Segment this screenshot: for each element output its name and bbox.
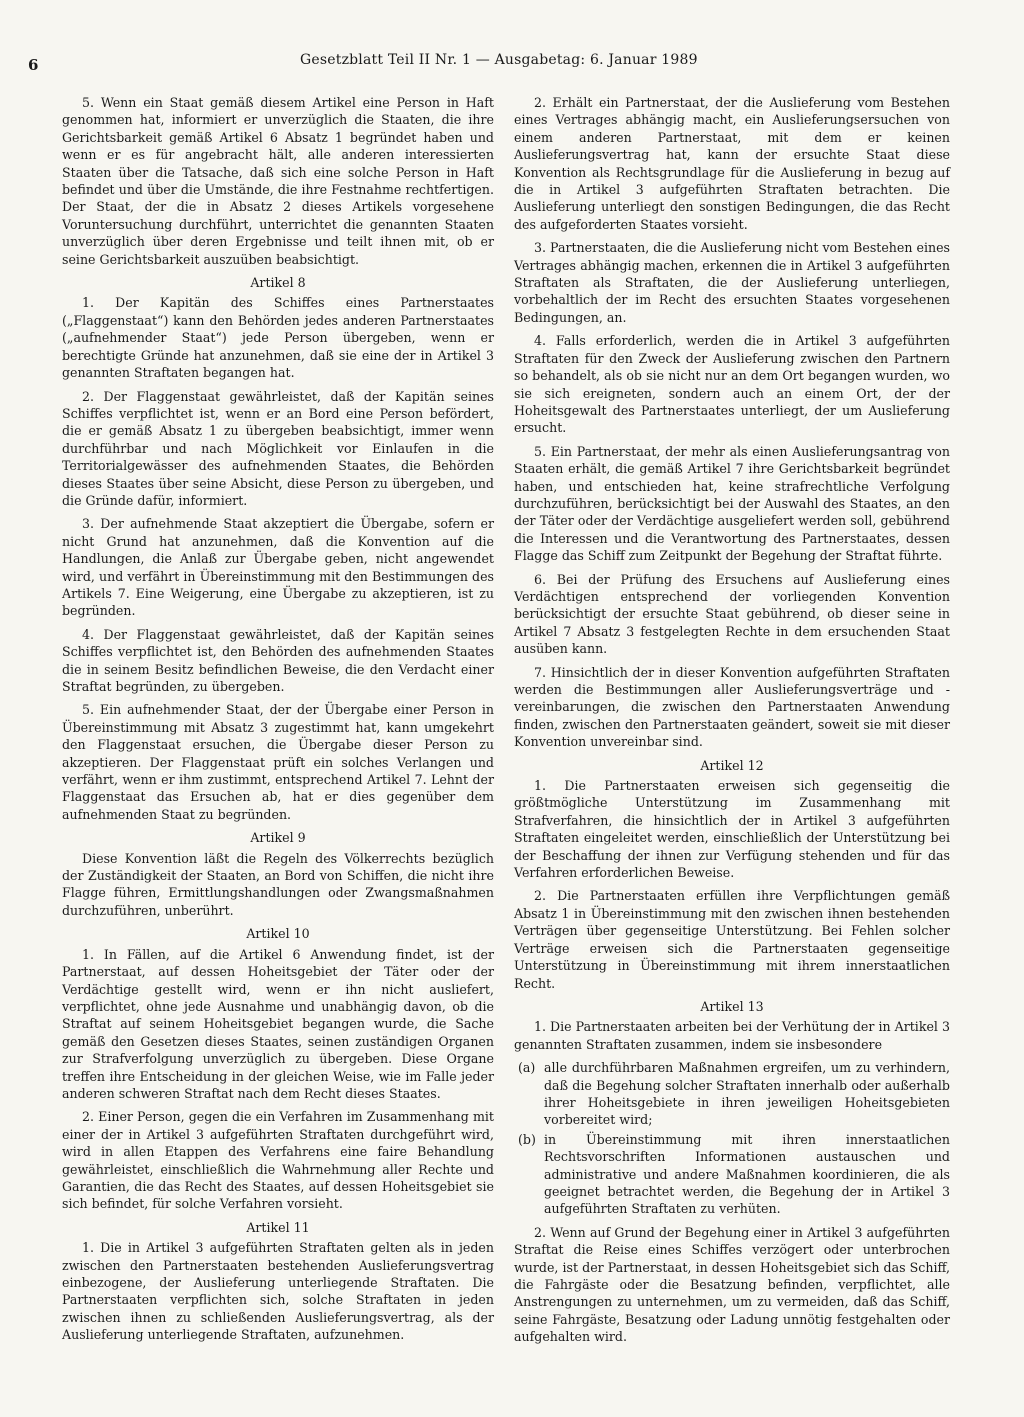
paragraph: 4. Falls erforderlich, werden die in Artikel 3 aufgeführten Straftaten für den Zweck der Auslieferung zwischen den Partnern so behandelt, als ob sie nicht nur an dem Ort begangen wurden, wo sie sich ereigneten, sondern auch an einem Ort, der der Hoheitsgewalt des Partnerstaates unterliegt, der um Auslieferung ersucht. [514, 333, 950, 436]
paragraph: 3. Partnerstaaten, die die Auslieferung nicht vom Bestehen eines Vertrages abhängig machen, erkennen die in Artikel 3 aufgeführten Straftaten als Straftaten, die der Auslieferung unterliegen, vorbehaltlich der im Recht des ersuchten Staates vorgesehenen Bedingungen, an. [514, 240, 950, 325]
paragraph: 2. Einer Person, gegen die ein Verfahren im Zusammenhang mit einer der in Artikel 3 aufgeführten Straftaten durchgeführt wird, wird in allen Etappen des Verfahrens eine faire Behandlung gewährleistet, einschließlich die Wahrnehmung aller Rechte und Garantien, die das Recht des Staates, auf dessen Hoheitsgebiet sie sich befindet, für solche Verfahren vorsieht. [62, 1109, 494, 1212]
paragraph: 2. Wenn auf Grund der Begehung einer in Artikel 3 aufgeführten Straftat die Reise eines Schiffes verzögert oder unterbrochen wurde, ist der Partnerstaat, in dessen Hoheitsgebiet sich das Schiff, die Fahrgäste oder die Besatzung befinden, verpflichtet, alle Anstrengungen zu unternehmen, um zu vermeiden, daß das Schiff, seine Fahrgäste, Besatzung oder Ladung unnötig festgehalten oder aufgehalten wird. [514, 1224, 950, 1345]
list-marker: (b) [518, 1131, 536, 1147]
paragraph: 5. Ein Partnerstaat, der mehr als einen Auslieferungsantrag von Staaten erhält, die gemäß Artikel 7 ihre Gerichtsbarkeit begründet haben, und entschieden hat, keine strafrechtliche Verfolgung durchzuführen, berücksichtigt bei der Auswahl des Staates, an den der Täter oder der Verdächtige ausgeliefert werden soll, gebührend die Interessen und die Verantwortung des Partnerstaates, dessen Flagge das Schiff zum Zeitpunkt der Begehung der Straftat führte. [514, 443, 950, 564]
article-heading: Artikel 11 [246, 1219, 310, 1235]
right-column [514, 94, 950, 1352]
paragraph: 1. Die Partnerstaaten erweisen sich gegenseitig die größtmögliche Unterstützung im Zusammenhang mit Strafverfahren, die hinsichtlich der in Artikel 3 aufgeführten Straftaten eingeleitet werden, einschließlich der Unterstützung bei der Beschaffung der ihnen zur Verfügung stehenden und für das Verfahren erforderlichen Beweise. [514, 778, 950, 881]
article-heading: Artikel 10 [246, 926, 310, 942]
article-heading: Artikel 13 [700, 998, 764, 1014]
paragraph: 3. Der aufnehmende Staat akzeptiert die Übergabe, sofern er nicht Grund hat anzunehmen, daß die Konvention auf die Handlungen, die Anlaß zur Übergabe geben, nicht angewendet wird, und verfährt in Übereinstimmung mit den Bestimmungen des Artikels 7. Eine Weigerung, eine Übergabe zu akzeptieren, ist zu begründen. [62, 516, 494, 619]
page-header [28, 50, 988, 74]
paragraph: 1. Die Partnerstaaten arbeiten bei der Verhütung der in Artikel 3 genannten Straftaten zusammen, indem sie insbesondere [514, 1019, 950, 1052]
left-column [62, 94, 494, 1350]
article-heading: Artikel 8 [250, 275, 306, 291]
paragraph: Diese Konvention läßt die Regeln des Völkerrechts bezüglich der Zuständigkeit der Staaten, an Bord von Schiffen, die nicht ihre Flagge führen, Ermittlungshandlungen oder Zwangsmaßnahmen durchzuführen, unberührt. [62, 850, 494, 918]
running-title: Gesetzblatt Teil II Nr. 1 — Ausgabetag: 6. Januar 1989 [300, 52, 698, 68]
article-heading: Artikel 12 [700, 757, 764, 773]
list-item [514, 1059, 950, 1129]
list-item [514, 1131, 950, 1218]
paragraph: 2. Die Partnerstaaten erfüllen ihre Verpflichtungen gemäß Absatz 1 in Übereinstimmung mit den zwischen ihnen bestehenden Verträgen über gegenseitige Unterstützung. Bei Fehlen solcher Verträge erweisen sich die Partnerstaaten gegenseitige Unterstützung in Übereinstimmung mit ihrem innerstaatlichen Recht. [514, 888, 950, 991]
paragraph: 5. Ein aufnehmender Staat, der der Übergabe einer Person in Übereinstimmung mit Absatz 3 zugestimmt hat, kann umgekehrt den Flaggenstaat ersuchen, die Übergabe dieser Person zu akzeptieren. Der Flaggenstaat prüft ein solches Verlangen und verfährt, wenn er ihm zustimmt, entsprechend Artikel 7. Lehnt der Flaggenstaat das Ersuchen ab, hat er dies gegenüber dem aufnehmenden Staat zu begründen. [62, 702, 494, 822]
article-heading: Artikel 9 [250, 830, 306, 846]
paragraph: 6. Bei der Prüfung des Ersuchens auf Auslieferung eines Verdächtigen entsprechend der vorliegenden Konvention berücksichtigt der ersuchte Staat gebührend, ob dieser seine in Artikel 7 Absatz 3 festgelegten Rechte in dem ersuchenden Staat ausüben kann. [514, 571, 950, 657]
paragraph: 2. Der Flaggenstaat gewährleistet, daß der Kapitän seines Schiffes verpflichtet ist, wenn er an Bord eine Person befördert, die er gemäß Absatz 1 zu übergeben beabsichtigt, immer wenn durchführbar und nach Möglichkeit vor Einlaufen in die Territorialgewässer des aufnehmenden Staates, die Behörden dieses Staates über seine Absicht, diese Person zu übergeben, und die Gründe dafür, informiert. [62, 388, 494, 508]
paragraph: 1. Die in Artikel 3 aufgeführten Straftaten gelten als in jeden zwischen den Partnerstaaten bestehenden Auslieferungsvertrag einbezogene, der Auslieferung unterliegende Straftaten. Die Partnerstaaten verpflichten sich, solche Straftaten in jeden zwischen ihnen zu schließenden Auslieferungsvertrag, als der Auslieferung unterliegende Straftaten, aufzunehmen. [62, 1240, 494, 1343]
paragraph: 1. Der Kapitän des Schiffes eines Partnerstaates („Flaggenstaat“) kann den Behörden jedes anderen Partnerstaates („aufnehmender Staat“) jede Person übergeben, wenn er berechtigte Gründe hat anzunehmen, daß sie eine der in Artikel 3 genannten Straftaten begangen hat. [62, 295, 494, 381]
list-marker: (a) [518, 1060, 536, 1076]
page-number: 6 [28, 56, 39, 74]
paragraph: 7. Hinsichtlich der in dieser Konvention aufgeführten Straftaten werden die Bestimmungen aller Auslieferungsverträge und -vereinbarungen, die zwischen den Partnerstaaten Anwendung finden, zwischen den Partnerstaaten geändert, soweit sie mit dieser Konvention unvereinbar sind. [514, 664, 950, 750]
paragraph: 5. Wenn ein Staat gemäß diesem Artikel eine Person in Haft genommen hat, informiert er unverzüglich die Staaten, die ihre Gerichtsbarkeit gemäß Artikel 6 Absatz 1 begründet haben und wenn er es für angebracht hält, alle anderen interessierten Staaten über die Tatsache, daß sich eine solche Person in Haft befindet und über die Umstände, die ihre Festnahme rechtfertigen. Der Staat, der die in Absatz 2 dieses Artikels vorgesehene Voruntersuchung durchführt, unterrichtet die genannten Staaten unverzüglich über deren Ergebnisse und teilt ihnen mit, ob er seine Gerichtsbarkeit auszuüben beabsichtigt. [62, 95, 494, 267]
paragraph: 1. In Fällen, auf die Artikel 6 Anwendung findet, ist der Partnerstaat, auf dessen Hoheitsgebiet der Täter oder der Verdächtige gestellt wird, wenn er ihn nicht ausliefert, verpflichtet, ohne jede Ausnahme und unabhängig davon, ob die Straftat auf seinem Hoheitsgebiet begangen wurde, die Sache gemäß den Gesetzen dieses Staates, seinen zuständigen Organen zur Strafverfolgung unverzüglich zu übergeben. Diese Organe treffen ihre Entscheidung in der gleichen Weise, wie im Falle jeder anderen schweren Straftat nach dem Recht dieses Staates. [62, 946, 494, 1101]
list-item-text: in Übereinstimmung mit ihren innerstaatlichen Rechtsvorschriften Informationen austauschen und administrative und andere Maßnahmen koordinieren, die als geeignet betrachtet werden, die Begehung der in Artikel 3 aufgeführten Straftaten zu verhüten. [544, 1131, 950, 1217]
enumerated-list [514, 1059, 950, 1218]
list-item-text: alle durchführbaren Maßnahmen ergreifen, um zu verhindern, daß die Begehung solcher Straftaten innerhalb oder außerhalb ihrer Hoheitsgebiete in ihren jeweiligen Hoheitsgebieten vorbereitet wird; [544, 1060, 950, 1128]
paragraph: 2. Erhält ein Partnerstaat, der die Auslieferung vom Bestehen eines Vertrages abhängig macht, ein Auslieferungsersuchen von einem anderen Partnerstaat, mit dem er keinen Auslieferungsvertrag hat, kann der ersuchte Staat diese Konvention als Rechtsgrundlage für die Auslieferung in bezug auf die in Artikel 3 aufgeführten Straftaten betrachten. Die Auslieferung unterliegt den sonstigen Bedingungen, die das Recht des aufgeforderten Staates vorsieht. [514, 95, 950, 232]
paragraph: 4. Der Flaggenstaat gewährleistet, daß der Kapitän seines Schiffes verpflichtet ist, den Behörden des aufnehmenden Staates die in seinem Besitz befindlichen Beweise, die den Verdacht einer Straftat begründen, zu übergeben. [62, 626, 494, 694]
